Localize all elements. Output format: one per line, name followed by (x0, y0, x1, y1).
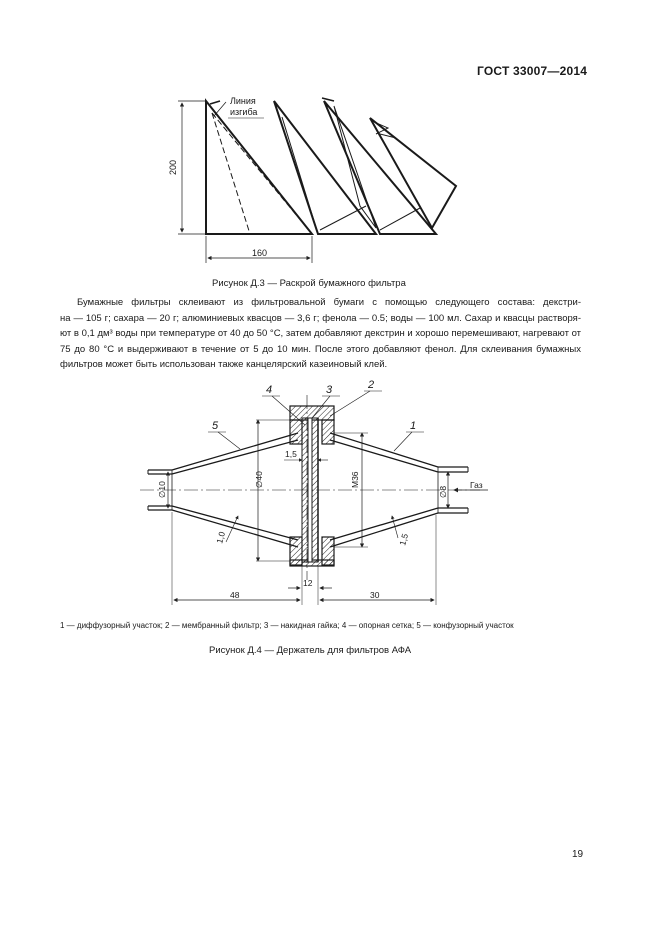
fold-line-label-1: Линия (230, 96, 256, 106)
fold-line-label-2: изгиба (230, 107, 258, 117)
callout-3: 3 (326, 384, 333, 396)
figure-d4-drawing (140, 391, 488, 605)
paragraph-line: ют в 0,1 дм³ воды при температуре от 40 до 50 °С, затем добавляют декстрин и хорошо перемешивают, нагревают от (60, 328, 581, 339)
figure-d4-legend: 1 — диффузорный участок; 2 — мембранный фильтр; 3 — накидная гайка; 4 — опорная сетка; 5 — конфузорный участок (60, 621, 514, 630)
dim-1-5-top: 1,5 (285, 449, 297, 459)
dim-1-0: 1,0 (214, 530, 227, 545)
dim-12: 12 (303, 578, 313, 588)
figure-d4-caption: Рисунок Д.4 — Держатель для фильтров АФА (209, 645, 412, 656)
dim-diameter-8: ∅8 (438, 485, 448, 498)
dim-diameter-40: ∅40 (254, 471, 264, 488)
dim-diameter-10: ∅10 (157, 481, 167, 498)
paragraph-line: Бумажные фильтры склеивают из фильтровальной бумаги с помощью следующего состава: декстри- (77, 297, 581, 308)
page-number: 19 (572, 849, 584, 860)
paragraph-line: на — 105 г; сахара — 20 г; алюминиевых квасцов — 3,6 г; фенола — 0.5; воды — 100 мл. Сахар и квасцы растворя- (60, 312, 581, 324)
dim-30: 30 (370, 590, 380, 600)
gas-label: Газ (470, 480, 483, 490)
document-code: ГОСТ 33007—2014 (477, 64, 588, 78)
callout-5: 5 (212, 420, 219, 432)
dim-1-5-right: 1,5 (397, 532, 410, 547)
paragraph-line: 75 до 80 °С и выдерживают в течение от 5 до 10 мин. После этого добавляют фенол. Для склеивания бумажных (60, 343, 581, 355)
dim-48: 48 (230, 590, 240, 600)
callout-2: 2 (368, 379, 375, 391)
dim-m36: М36 (350, 471, 360, 488)
paragraph-line: фильтров может быть использован также канцелярский казеиновый клей. (60, 359, 388, 370)
dim-width-160: 160 (252, 248, 268, 258)
callout-1: 1 (410, 420, 417, 432)
body-paragraph (60, 295, 581, 373)
dim-height-200: 200 (168, 159, 178, 175)
figure-d3-caption: Рисунок Д.3 — Раскрой бумажного фильтра (212, 278, 406, 289)
callout-4: 4 (266, 384, 273, 396)
figure-d3-drawing (178, 98, 456, 263)
